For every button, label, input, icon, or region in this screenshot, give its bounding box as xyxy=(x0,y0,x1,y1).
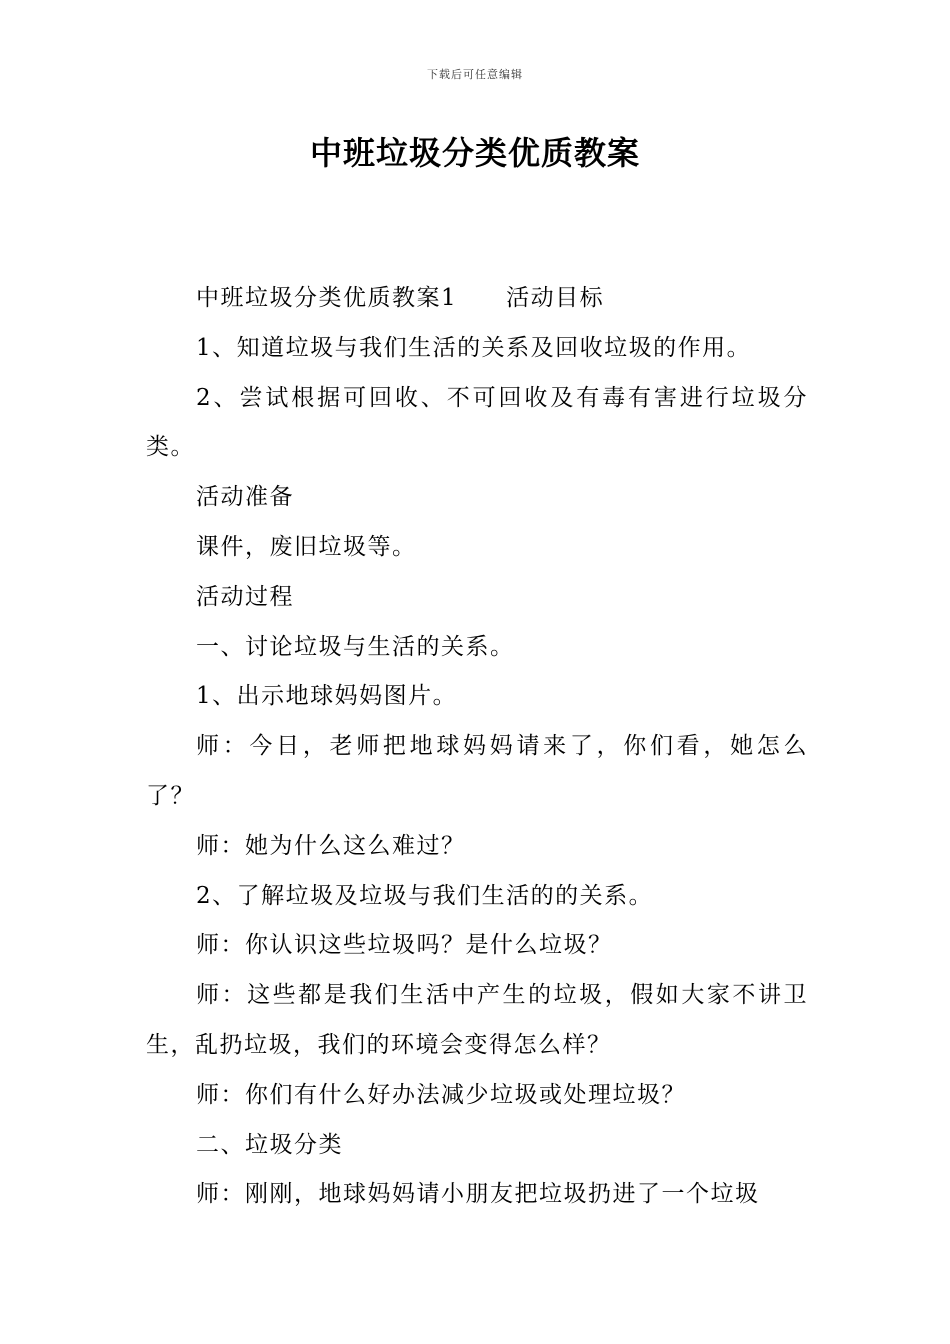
paragraph: 师：你认识这些垃圾吗？是什么垃圾？ xyxy=(196,932,613,959)
header-note: 下载后可任意编辑 xyxy=(427,68,523,81)
paragraph: 活动过程 xyxy=(196,583,294,610)
paragraph: 师：刚刚，地球妈妈请小朋友把垃圾扔进了一个垃圾 xyxy=(196,1181,760,1208)
paragraph: 2、了解垃圾及垃圾与我们生活的的关系。 xyxy=(196,882,654,909)
paragraph: 1、知道垃圾与我们生活的关系及回收垃圾的作用。 xyxy=(196,334,752,361)
paragraph: 一、讨论垃圾与生活的关系。 xyxy=(196,633,515,660)
paragraph: 师：今日，老师把地球妈妈请来了，你们看，她怎么了？ xyxy=(146,733,808,809)
paragraph: 活动准备 xyxy=(196,484,294,511)
paragraph: 师：这些都是我们生活中产生的垃圾，假如大家不讲卫生，乱扔垃圾，我们的环境会变得怎么样？ xyxy=(146,982,808,1058)
paragraph: 2、尝试根据可回收、不可回收及有毒有害进行垃圾分类。 xyxy=(146,384,808,461)
paragraph: 1、出示地球妈妈图片。 xyxy=(196,683,458,710)
document-title: 中班垃圾分类优质教案 xyxy=(309,134,640,172)
paragraph: 师：你们有什么好办法减少垃圾或处理垃圾？ xyxy=(196,1081,686,1108)
paragraph: 课件，废旧垃圾等。 xyxy=(196,533,417,560)
paragraph: 二、垃圾分类 xyxy=(196,1131,343,1158)
paragraph: 中班垃圾分类优质教案1 活动目标 xyxy=(196,285,605,311)
document-body xyxy=(146,274,808,1220)
paragraph: 师：她为什么这么难过？ xyxy=(196,832,466,859)
